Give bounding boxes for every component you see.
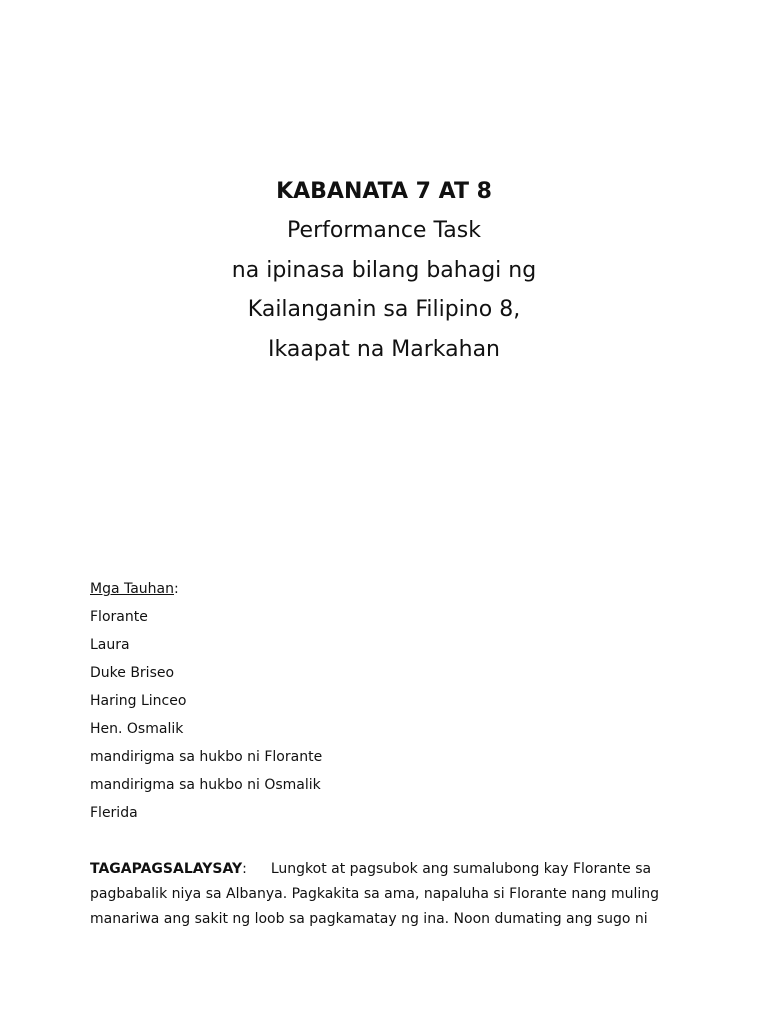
character-item: Florante xyxy=(90,609,148,625)
character-item: mandirigma sa hukbo ni Florante xyxy=(90,749,323,765)
narrator-colon: : xyxy=(242,861,247,877)
subtitle-line-1: Performance Task xyxy=(287,218,481,243)
subtitle-line-3: Kailanganin sa Filipino 8, xyxy=(247,297,521,322)
character-item: Flerida xyxy=(90,805,138,821)
characters-heading xyxy=(90,577,322,605)
characters-heading-colon: : xyxy=(174,581,179,597)
character-item: Laura xyxy=(90,637,130,653)
character-item: mandirigma sa hukbo ni Osmalik xyxy=(90,777,321,793)
subtitle-line-2: na ipinasa bilang bahagi ng xyxy=(231,257,537,283)
characters-heading-label: Mga Tauhan xyxy=(90,581,175,597)
narration-text: Lungkot at pagsubok ang sumalubong kay Florante sa pagbabalik niya sa Albanya. Pagkakita sa ama, napaluha si Florante nang muling manariwa ang sakit ng loob sa pagkamatay ng ina. Noon dumating ang sugo ni xyxy=(90,861,660,927)
character-item: Hen. Osmalik xyxy=(90,721,184,737)
narration-paragraph xyxy=(90,857,680,932)
character-item: Duke Briseo xyxy=(90,665,175,681)
subtitle-line-4: Ikaapat na Markahan xyxy=(268,336,500,362)
characters-section xyxy=(90,577,322,829)
document-title: KABANATA 7 AT 8 xyxy=(276,179,492,204)
narrator-label: TAGAPAGSALAYSAY xyxy=(90,861,243,877)
character-item: Haring Linceo xyxy=(90,693,187,709)
title-block xyxy=(0,173,768,369)
